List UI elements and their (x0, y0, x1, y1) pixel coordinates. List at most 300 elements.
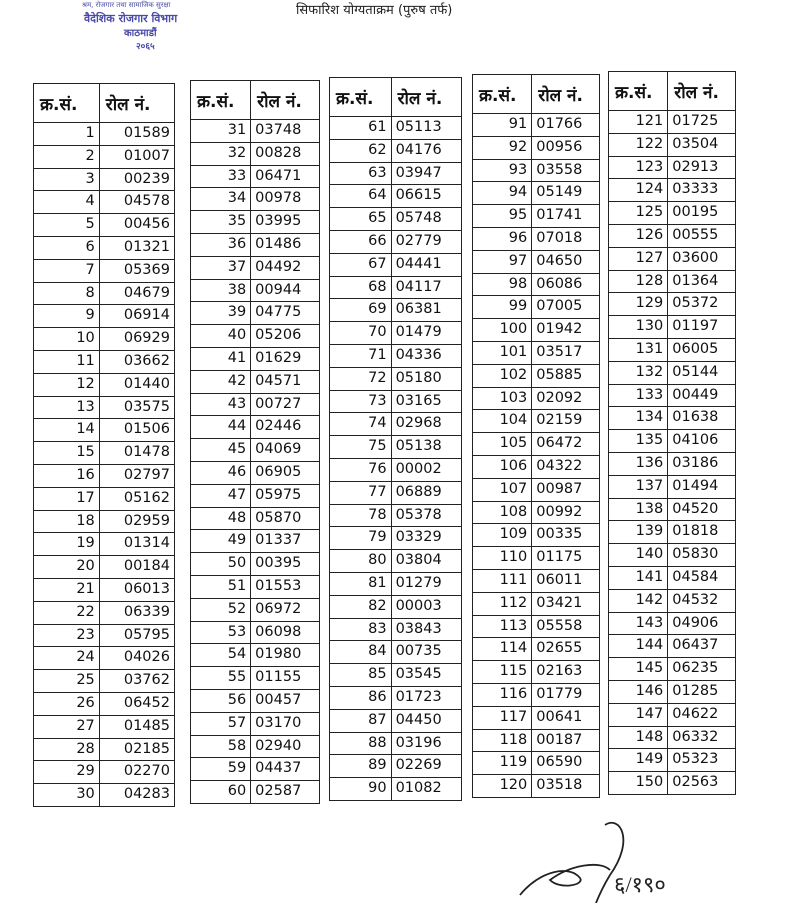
roll-number-cell: 01942 (532, 319, 600, 342)
roll-number-cell: 06914 (99, 305, 174, 328)
signature-text: ६/१९० (614, 872, 666, 897)
roll-number-cell: 01007 (99, 145, 174, 168)
serial-number-cell: 92 (473, 136, 532, 159)
table-row (330, 390, 462, 413)
serial-number-cell: 146 (609, 680, 668, 703)
serial-number-cell: 26 (34, 692, 100, 715)
roll-number-cell: 03804 (391, 550, 461, 573)
serial-number-cell: 45 (191, 439, 251, 462)
serial-number-cell: 129 (609, 293, 668, 316)
table-row (191, 165, 320, 188)
serial-number-cell: 37 (191, 256, 251, 279)
serial-number-cell: 148 (609, 726, 668, 749)
serial-number-cell: 150 (609, 772, 668, 795)
serial-number-cell: 72 (330, 367, 392, 390)
table-row (191, 667, 320, 690)
serial-number-cell: 70 (330, 322, 392, 345)
roll-number-cell: 02940 (251, 735, 320, 758)
table-row (191, 325, 320, 348)
table-row (330, 436, 462, 459)
table-row (473, 296, 600, 319)
roll-number-cell: 02563 (668, 772, 736, 795)
roll-number-cell: 01285 (668, 680, 736, 703)
table-row (330, 413, 462, 436)
table-row (191, 575, 320, 598)
table-row (34, 373, 175, 396)
roll-number-cell: 05558 (532, 615, 600, 638)
roll-number-cell: 04906 (668, 612, 736, 635)
table-row (609, 407, 736, 430)
roll-number-cell: 07005 (532, 296, 600, 319)
table-row (34, 510, 175, 533)
seal-line: २०६५ (136, 42, 155, 52)
roll-number-cell: 01440 (99, 373, 174, 396)
roll-number-cell: 03995 (251, 211, 320, 234)
table-row (34, 145, 175, 168)
table-row (330, 686, 462, 709)
serial-number-cell: 59 (191, 758, 251, 781)
table-row (191, 553, 320, 576)
roll-number-cell: 04437 (251, 758, 320, 781)
roll-number-cell: 00187 (532, 729, 600, 752)
roll-number-cell: 02185 (99, 738, 174, 761)
roll-number-cell: 01818 (668, 521, 736, 544)
roll-number-cell: 03947 (391, 162, 461, 185)
roll-number-cell: 00395 (251, 553, 320, 576)
roll-number-cell: 05113 (391, 117, 461, 140)
roll-number-cell: 03545 (391, 664, 461, 687)
serial-number-cell: 66 (330, 230, 392, 253)
roll-number-cell: 00987 (532, 478, 600, 501)
table-row (473, 136, 600, 159)
roll-number-cell: 03662 (99, 350, 174, 373)
table-row (330, 162, 462, 185)
serial-number-cell: 97 (473, 250, 532, 273)
table-row (191, 211, 320, 234)
serial-number-cell: 53 (191, 621, 251, 644)
table-row (609, 338, 736, 361)
table-row (609, 566, 736, 589)
roll-number-cell: 01980 (251, 644, 320, 667)
roll-number-cell: 01725 (668, 111, 736, 134)
serial-number-cell: 62 (330, 139, 392, 162)
serial-number-cell: 109 (473, 524, 532, 547)
table-row (473, 319, 600, 342)
table-row (330, 755, 462, 778)
roll-number-cell: 04622 (668, 703, 736, 726)
roll-number-cell: 02655 (532, 638, 600, 661)
table-row (473, 592, 600, 615)
table-row (473, 729, 600, 752)
table-row (473, 250, 600, 273)
serial-number-cell: 93 (473, 159, 532, 182)
table-row (34, 784, 175, 807)
serial-number-cell: 136 (609, 452, 668, 475)
serial-number-cell: 21 (34, 578, 100, 601)
table-row (330, 709, 462, 732)
table-row (330, 253, 462, 276)
serial-number-cell: 25 (34, 670, 100, 693)
table-row (330, 664, 462, 687)
serial-number-cell: 63 (330, 162, 392, 185)
table-header-row (34, 84, 175, 123)
table-row (34, 442, 175, 465)
roll-number-cell: 06332 (668, 726, 736, 749)
serial-number-cell: 5 (34, 214, 100, 237)
table-row (609, 111, 736, 134)
table-row (609, 635, 736, 658)
serial-number-cell: 145 (609, 658, 668, 681)
table-row (330, 572, 462, 595)
serial-number-cell: 17 (34, 487, 100, 510)
table-row (330, 527, 462, 550)
serial-number-cell: 144 (609, 635, 668, 658)
serial-number-cell: 102 (473, 364, 532, 387)
signature (510, 820, 710, 903)
roll-number-cell: 00449 (668, 384, 736, 407)
serial-number-cell: 91 (473, 114, 532, 137)
table-row (609, 726, 736, 749)
serial-number-cell: 107 (473, 478, 532, 501)
table-row (191, 621, 320, 644)
table-row (330, 641, 462, 664)
serial-number-cell: 130 (609, 316, 668, 339)
table-row (191, 370, 320, 393)
table-row (609, 430, 736, 453)
serial-number-cell: 30 (34, 784, 100, 807)
serial-number-cell: 13 (34, 396, 100, 419)
table-row (34, 761, 175, 784)
serial-number-cell: 101 (473, 341, 532, 364)
roll-number-cell: 00239 (99, 168, 174, 191)
table-row (609, 247, 736, 270)
serial-number-cell: 12 (34, 373, 100, 396)
serial-number-cell: 39 (191, 302, 251, 325)
serial-number-cell: 85 (330, 664, 392, 687)
roll-number-cell: 00944 (251, 279, 320, 302)
serial-number-cell: 111 (473, 569, 532, 592)
serial-number-header: क्र.सं. (609, 72, 668, 111)
roll-number-cell: 04650 (532, 250, 600, 273)
serial-number-cell: 18 (34, 510, 100, 533)
serial-number-cell: 141 (609, 566, 668, 589)
serial-number-cell: 87 (330, 709, 392, 732)
serial-number-cell: 86 (330, 686, 392, 709)
serial-number-cell: 133 (609, 384, 668, 407)
roll-number-cell: 04026 (99, 647, 174, 670)
table-row (34, 487, 175, 510)
serial-number-cell: 74 (330, 413, 392, 436)
roll-number-cell: 06615 (391, 185, 461, 208)
roll-number-cell: 03333 (668, 179, 736, 202)
roll-number-cell: 02959 (99, 510, 174, 533)
serial-number-cell: 117 (473, 706, 532, 729)
serial-number-cell: 60 (191, 781, 251, 804)
roll-number-cell: 06098 (251, 621, 320, 644)
serial-number-cell: 19 (34, 533, 100, 556)
table-row (34, 350, 175, 373)
serial-number-cell: 95 (473, 205, 532, 228)
roll-number-cell: 06452 (99, 692, 174, 715)
serial-number-cell: 48 (191, 507, 251, 530)
roll-number-cell: 06590 (532, 752, 600, 775)
roll-number-cell: 00727 (251, 393, 320, 416)
roll-table-3 (329, 77, 462, 801)
serial-number-cell: 41 (191, 347, 251, 370)
roll-number-cell: 03575 (99, 396, 174, 419)
table-row (34, 305, 175, 328)
table-row (191, 142, 320, 165)
serial-number-cell: 78 (330, 504, 392, 527)
roll-number-cell: 02968 (391, 413, 461, 436)
roll-number-cell: 04584 (668, 566, 736, 589)
roll-number-cell: 05378 (391, 504, 461, 527)
table-row (191, 758, 320, 781)
roll-number-cell: 00003 (391, 595, 461, 618)
roll-number-cell: 00956 (532, 136, 600, 159)
serial-number-cell: 50 (191, 553, 251, 576)
roll-number-cell: 04492 (251, 256, 320, 279)
roll-number-cell: 02270 (99, 761, 174, 784)
table-row (609, 316, 736, 339)
roll-number-cell: 04571 (251, 370, 320, 393)
roll-number-cell: 01279 (391, 572, 461, 595)
table-row (609, 680, 736, 703)
serial-number-cell: 57 (191, 712, 251, 735)
roll-number-header: रोल नं. (668, 72, 736, 111)
table-row (191, 439, 320, 462)
roll-number-cell: 04117 (391, 276, 461, 299)
table-row (473, 524, 600, 547)
table-row (191, 256, 320, 279)
table-header-row (330, 78, 462, 117)
roll-number-cell: 03196 (391, 732, 461, 755)
roll-number-cell: 05870 (251, 507, 320, 530)
roll-number-cell: 01766 (532, 114, 600, 137)
table-row (34, 670, 175, 693)
table-row (609, 179, 736, 202)
table-row (34, 419, 175, 442)
table-row (609, 772, 736, 795)
serial-number-cell: 11 (34, 350, 100, 373)
roll-number-cell: 01485 (99, 715, 174, 738)
serial-number-cell: 23 (34, 624, 100, 647)
table-row (609, 589, 736, 612)
roll-number-cell: 04532 (668, 589, 736, 612)
roll-number-cell: 03421 (532, 592, 600, 615)
table-row (330, 595, 462, 618)
seal-line: श्रम, रोजगार तथा सामाजिक सुरक्षा (82, 1, 171, 9)
table-row (191, 120, 320, 143)
roll-number-cell: 00555 (668, 224, 736, 247)
roll-number-cell: 04441 (391, 253, 461, 276)
roll-number-cell: 01506 (99, 419, 174, 442)
roll-number-cell: 04578 (99, 191, 174, 214)
roll-number-cell: 02913 (668, 156, 736, 179)
table-row (609, 498, 736, 521)
table-row (330, 117, 462, 140)
roll-number-cell: 05162 (99, 487, 174, 510)
roll-number-cell: 06889 (391, 481, 461, 504)
serial-number-cell: 132 (609, 361, 668, 384)
serial-number-cell: 40 (191, 325, 251, 348)
table-row (34, 328, 175, 351)
table-row (191, 735, 320, 758)
table-row (34, 715, 175, 738)
table-row (34, 236, 175, 259)
table-row (191, 347, 320, 370)
roll-table-5 (608, 71, 736, 795)
table-row (191, 644, 320, 667)
serial-number-cell: 61 (330, 117, 392, 140)
table-row (330, 299, 462, 322)
roll-number-cell: 01494 (668, 475, 736, 498)
table-row (330, 504, 462, 527)
roll-number-header: रोल नं. (251, 81, 320, 120)
table-row (34, 647, 175, 670)
table-row (609, 475, 736, 498)
table-row (473, 478, 600, 501)
roll-number-header: रोल नं. (99, 84, 174, 123)
table-row (191, 484, 320, 507)
roll-number-cell: 03843 (391, 618, 461, 641)
serial-number-cell: 83 (330, 618, 392, 641)
table-row (609, 384, 736, 407)
table-row (609, 156, 736, 179)
table-row (330, 458, 462, 481)
roll-number-cell: 03170 (251, 712, 320, 735)
roll-number-cell: 06013 (99, 578, 174, 601)
roll-number-cell: 06905 (251, 461, 320, 484)
serial-number-cell: 127 (609, 247, 668, 270)
serial-number-cell: 121 (609, 111, 668, 134)
serial-number-cell: 119 (473, 752, 532, 775)
table-row (473, 273, 600, 296)
serial-number-cell: 22 (34, 601, 100, 624)
serial-number-cell: 31 (191, 120, 251, 143)
table-row (473, 387, 600, 410)
serial-number-cell: 42 (191, 370, 251, 393)
table-row (330, 139, 462, 162)
serial-number-cell: 55 (191, 667, 251, 690)
roll-number-cell: 02446 (251, 416, 320, 439)
serial-number-cell: 34 (191, 188, 251, 211)
serial-number-header: क्र.सं. (34, 84, 100, 123)
table-row (609, 703, 736, 726)
roll-number-cell: 03517 (532, 341, 600, 364)
table-row (330, 367, 462, 390)
roll-number-cell: 03748 (251, 120, 320, 143)
roll-number-cell: 06471 (251, 165, 320, 188)
table-row (473, 501, 600, 524)
roll-number-cell: 01175 (532, 547, 600, 570)
roll-number-cell: 00828 (251, 142, 320, 165)
table-row (473, 569, 600, 592)
table-row (191, 461, 320, 484)
roll-table-1 (33, 83, 175, 807)
roll-number-cell: 02159 (532, 410, 600, 433)
roll-number-cell: 01321 (99, 236, 174, 259)
serial-number-cell: 140 (609, 544, 668, 567)
serial-number-cell: 65 (330, 208, 392, 231)
table-row (330, 344, 462, 367)
serial-number-cell: 14 (34, 419, 100, 442)
serial-number-cell: 88 (330, 732, 392, 755)
roll-number-cell: 03600 (668, 247, 736, 270)
table-row (609, 658, 736, 681)
roll-number-cell: 00184 (99, 556, 174, 579)
table-row (191, 416, 320, 439)
roll-number-cell: 01589 (99, 123, 174, 146)
table-header-row (473, 75, 600, 114)
table-row (191, 393, 320, 416)
table-row (473, 433, 600, 456)
serial-number-cell: 35 (191, 211, 251, 234)
table-row (473, 455, 600, 478)
serial-number-cell: 43 (191, 393, 251, 416)
table-row (473, 114, 600, 137)
table-row (609, 521, 736, 544)
table-row (191, 188, 320, 211)
roll-number-cell: 06972 (251, 598, 320, 621)
serial-number-header: क्र.सं. (473, 75, 532, 114)
serial-number-cell: 120 (473, 775, 532, 798)
serial-number-cell: 52 (191, 598, 251, 621)
roll-number-cell: 02779 (391, 230, 461, 253)
table-row (191, 302, 320, 325)
serial-number-cell: 116 (473, 683, 532, 706)
roll-number-cell: 04106 (668, 430, 736, 453)
serial-number-cell: 64 (330, 185, 392, 208)
serial-number-cell: 51 (191, 575, 251, 598)
serial-number-cell: 118 (473, 729, 532, 752)
roll-number-cell: 01478 (99, 442, 174, 465)
serial-number-header: क्र.सं. (191, 81, 251, 120)
serial-number-cell: 94 (473, 182, 532, 205)
roll-number-cell: 05138 (391, 436, 461, 459)
roll-number-cell: 07018 (532, 227, 600, 250)
roll-number-cell: 00002 (391, 458, 461, 481)
serial-number-cell: 106 (473, 455, 532, 478)
roll-number-cell: 05206 (251, 325, 320, 348)
serial-number-cell: 79 (330, 527, 392, 550)
roll-number-cell: 06472 (532, 433, 600, 456)
serial-number-cell: 36 (191, 233, 251, 256)
table-row (473, 615, 600, 638)
serial-number-cell: 115 (473, 661, 532, 684)
table-row (473, 364, 600, 387)
serial-number-cell: 9 (34, 305, 100, 328)
roll-number-cell: 05975 (251, 484, 320, 507)
serial-number-cell: 7 (34, 259, 100, 282)
office-seal (78, 0, 208, 62)
serial-number-cell: 96 (473, 227, 532, 250)
serial-number-cell: 80 (330, 550, 392, 573)
table-header-row (609, 72, 736, 111)
table-row (330, 185, 462, 208)
serial-number-cell: 33 (191, 165, 251, 188)
roll-number-cell: 03165 (391, 390, 461, 413)
table-row (473, 205, 600, 228)
serial-number-cell: 44 (191, 416, 251, 439)
roll-number-cell: 02269 (391, 755, 461, 778)
roll-number-cell: 04775 (251, 302, 320, 325)
table-row (191, 530, 320, 553)
serial-number-cell: 84 (330, 641, 392, 664)
serial-number-cell: 54 (191, 644, 251, 667)
table-row (609, 202, 736, 225)
roll-number-cell: 01553 (251, 575, 320, 598)
